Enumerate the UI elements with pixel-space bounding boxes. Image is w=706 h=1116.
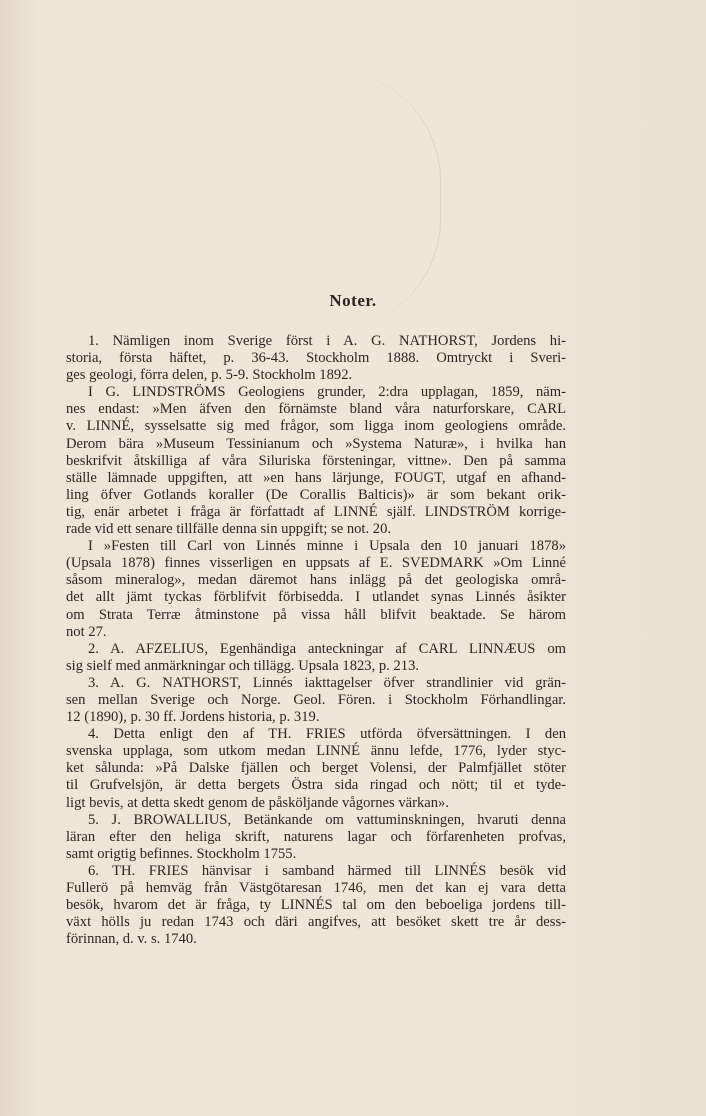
note-line: ket sålunda: »På Dalske fjällen och berget Volensi, der Palmfjället stöter [66, 760, 566, 777]
note-line: not 27. [66, 623, 107, 640]
note-line: I »Festen till Carl von Linnés minne i Upsala den 10 januari 1878» [88, 538, 566, 555]
note-line: samt origtig befinnes. Stockholm 1755. [66, 845, 297, 862]
note-line: Derom bära »Museum Tessinianum och »Systema Naturæ», i hvilka han [66, 435, 566, 452]
note-line: storia, första häftet, p. 36-43. Stockholm 1888. Omtryckt i Sveri- [66, 350, 566, 367]
note-line: 6. TH. FRIES hänvisar i samband härmed till LINNÉS besök vid [88, 862, 566, 879]
note-line: 5. J. BROWALLIUS, Betänkande om vattuminskningen, hvaruti denna [88, 811, 566, 828]
note-line: det allt jämt tyckas förblifvit förbisedda. I utlandet synas Linnés åsikter [66, 589, 566, 606]
note-line: ligt bevis, at detta skedt genom de påsköljande vågornes värkan». [66, 794, 449, 811]
note-line: v. LINNÉ, sysselsatte sig med frågor, som ligga inom geologiens område. [66, 418, 566, 435]
note-line: beskrifvit åtskilliga af våra Siluriska försteningar, vittne». Den på samma [66, 452, 566, 469]
note-line: I G. LINDSTRÖMS Geologiens grunder, 2:dra upplagan, 1859, näm- [88, 384, 566, 401]
note-line: 3. A. G. NATHORST, Linnés iakttagelser öfver strandlinier vid grän- [88, 674, 566, 691]
note-line: såsom mineralog», medan däremot hans inlägg på det geologiska områ- [66, 572, 566, 589]
note-line: läran efter den heliga skrift, naturens lagar och förfarenheten profvas, [66, 828, 566, 845]
note-line: tig, enär arbetet i fråga är författadt af LINNÉ själf. LINDSTRÖM korrige- [66, 503, 566, 520]
note-line: besök, hvarom det är fråga, ty LINNÉS tal om den beboeliga jordens till- [66, 897, 566, 914]
note-line: om Strata Terræ åtminstone på vissa håll blifvit beaktade. Se härom [66, 606, 566, 623]
note-line: förinnan, d. v. s. 1740. [66, 931, 197, 948]
note-line: 1. Nämligen inom Sverige först i A. G. NATHORST, Jordens hi- [88, 333, 566, 349]
notes-body [66, 333, 566, 948]
note-line: 2. A. AFZELIUS, Egenhändiga anteckningar af CARL LINNÆUS om [88, 640, 566, 657]
note-line: ling öfver Gotlands koraller (De Corallis Balticis)» är som bekant orik- [66, 486, 566, 503]
note-line: ges geologi, förra delen, p. 5-9. Stockholm 1892. [66, 367, 353, 384]
note-line: Fullerö på hemväg från Västgötaresan 1746, men det kan ej vara detta [66, 880, 566, 896]
note-line: sen mellan Sverige och Norge. Geol. Fören. i Stockholm Förhandlingar. [66, 691, 566, 708]
note-line: sig sielf med anmärkningar och tillägg. Upsala 1823, p. 213. [66, 657, 420, 674]
note-line: växt hölls ju redan 1743 och däri angifves, att besöket skett tre år dess- [66, 914, 566, 931]
note-line: rade vid ett senare tillfälle denna sin uppgift; se not. 20. [66, 521, 392, 538]
note-line: nes endast: »Men äfven den förnämste bland våra naturforskare, CARL [66, 401, 566, 418]
note-line: 4. Detta enligt den af TH. FRIES utförda öfversättningen. I den [88, 726, 566, 743]
page-title: Noter. [329, 291, 377, 310]
note-line: svenska upplaga, som utkom medan LINNÉ ännu lefde, 1776, lyder styc- [66, 743, 566, 760]
note-line: ställe lämnade uppgiften, att »en hans lärjunge, FOUGT, utgaf en afhand- [66, 469, 566, 486]
note-line: 12 (1890), p. 30 ff. Jordens historia, p. 319. [66, 709, 320, 726]
note-line: til Grufvelsjön, är detta bergets Östra sida ringad och nött; til et tyde- [66, 777, 566, 794]
note-line: (Upsala 1878) finnes visserligen en uppsats af E. SVEDMARK »Om Linné [66, 555, 566, 572]
